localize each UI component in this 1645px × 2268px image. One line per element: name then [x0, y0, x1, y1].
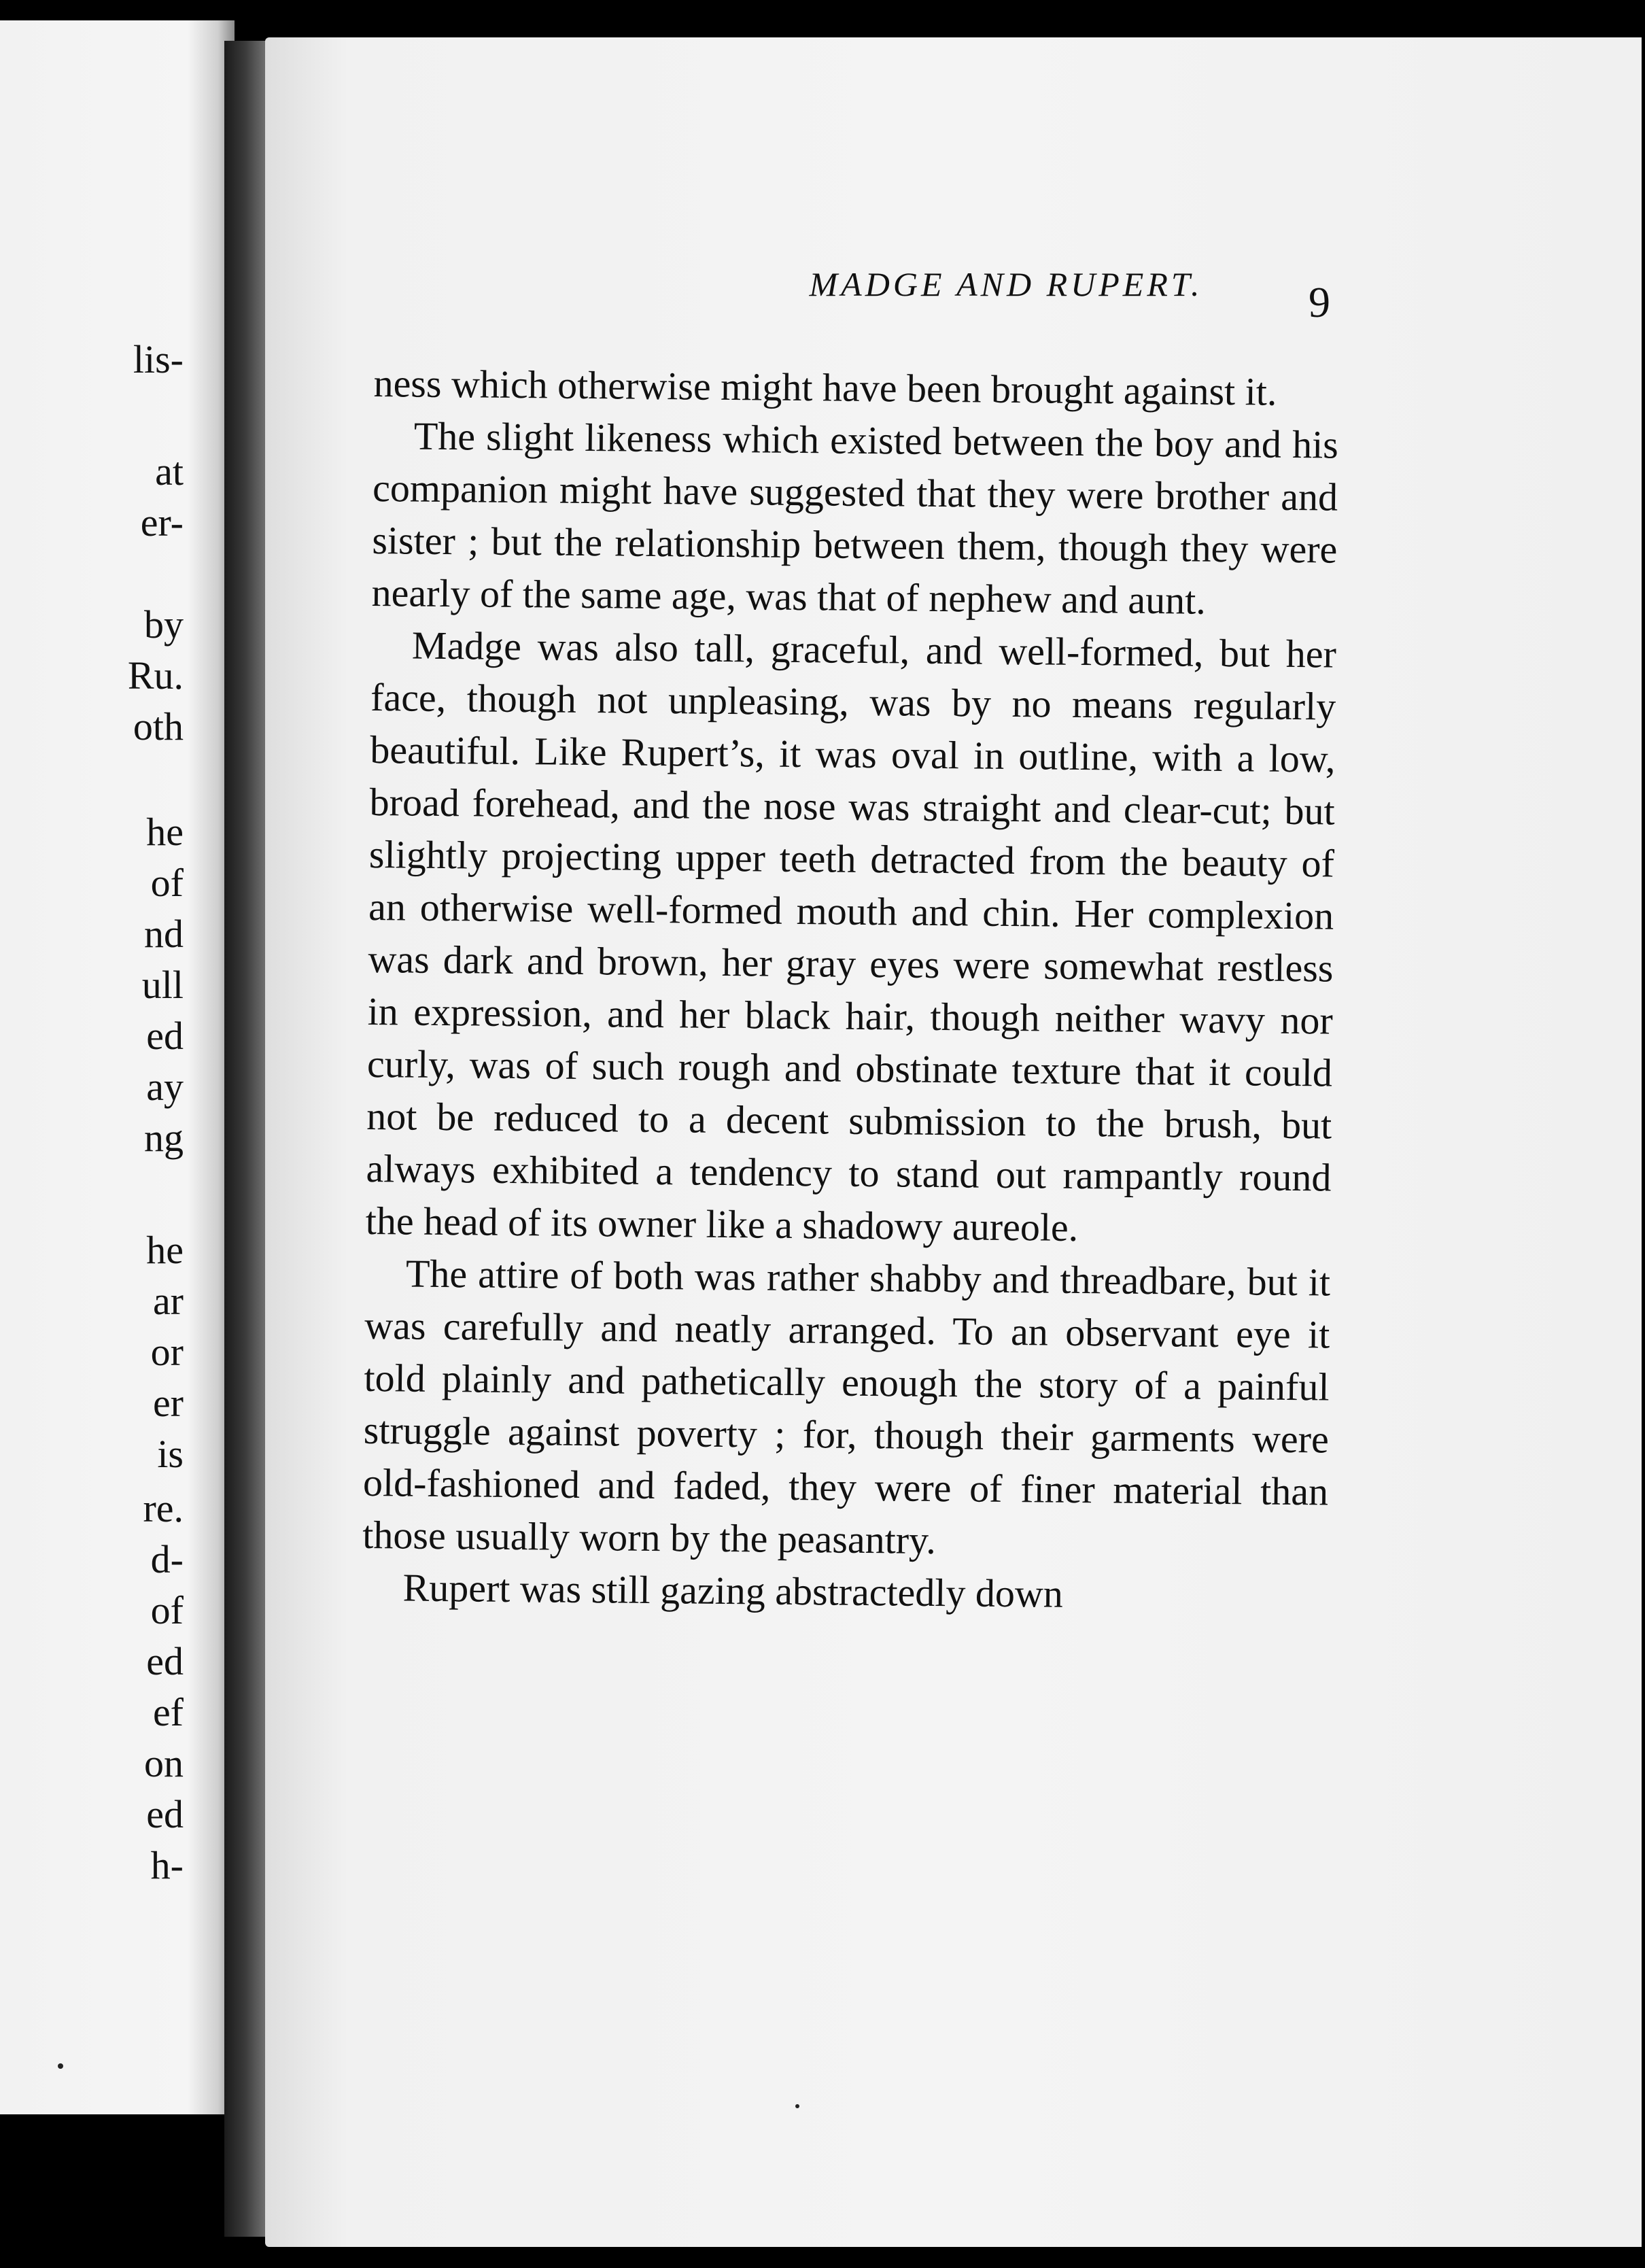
previous-page-line-endings — [0, 20, 235, 2114]
line-fragment: er- — [140, 500, 184, 545]
line-fragment: of — [150, 1588, 184, 1632]
current-page — [265, 37, 1642, 2247]
line-fragment: on — [144, 1741, 184, 1785]
paragraph: The attire of both was rather shabby and threadbare, but it was carefully and neatly arranged. To an observant eye it told plainly and pathetically enough the story of a painful struggle against poverty ; for, though their garments were old-fashioned and faded, they were of finer material than those usually worn by the peasantry. — [362, 1251, 1331, 1563]
line-fragment: er — [152, 1381, 184, 1425]
line-fragment: lis- — [133, 337, 184, 381]
line-fragment: ed — [146, 1792, 184, 1836]
line-fragment: re. — [143, 1486, 184, 1530]
line-fragment: nd — [144, 912, 184, 956]
paragraph: Rupert was still gazing abstractedly down — [402, 1565, 1064, 1616]
page-body-text — [362, 357, 1339, 1623]
line-fragment: ull — [141, 963, 184, 1007]
line-fragment: he — [146, 810, 184, 854]
line-fragment: at — [155, 449, 184, 494]
ink-speck — [58, 2063, 63, 2069]
line-fragment: Ru. — [127, 653, 184, 698]
paragraph: The slight likeness which existed between the boy and his companion might have suggested that they were brother and sister ; but the relationship between them, though they were nearly of the same age, was that of nephew and aunt. — [371, 413, 1339, 623]
line-fragment: by — [144, 602, 184, 647]
line-fragment: d- — [150, 1537, 184, 1581]
line-fragment: ay — [146, 1065, 184, 1109]
line-fragment: is — [157, 1432, 184, 1476]
paragraph: Madge was also tall, graceful, and well-formed, but her face, though not unpleasing, was by no means regularly beautiful. Like Rupert’s, it was oval in outline, with a low, broad forehead, and the nose was straight and clear-cut; but slightly projecting upper teeth detracted from the beauty of an otherwise well-formed mouth and chin. Her complexion was dark and brown, her gray eyes were somewhat restless in expression, and her black hair, though neither wavy nor curly, was of such rough and obstinate texture that it could not be reduced to a decent submission to the brush, but always exhibited a tendency to stand out rampantly round the head of its owner like a shadowy aureole. — [365, 623, 1337, 1250]
line-fragment: of — [150, 861, 184, 905]
ink-speck — [795, 2104, 799, 2108]
line-fragment: ar — [152, 1279, 184, 1323]
previous-page — [0, 20, 235, 2114]
page-number: 9 — [1309, 278, 1330, 326]
running-head: MADGE AND RUPERT. — [809, 265, 1203, 303]
line-fragment: h- — [150, 1843, 184, 1887]
line-fragment: ed — [146, 1639, 184, 1683]
line-fragment: oth — [133, 704, 184, 749]
line-fragment: he — [146, 1228, 184, 1272]
line-fragment: ng — [144, 1116, 184, 1160]
line-fragment: ef — [152, 1690, 184, 1734]
line-fragment: or — [150, 1330, 184, 1374]
paragraph: ness which otherwise might have been brought against it. — [373, 360, 1277, 414]
line-fragment: ed — [146, 1014, 184, 1058]
